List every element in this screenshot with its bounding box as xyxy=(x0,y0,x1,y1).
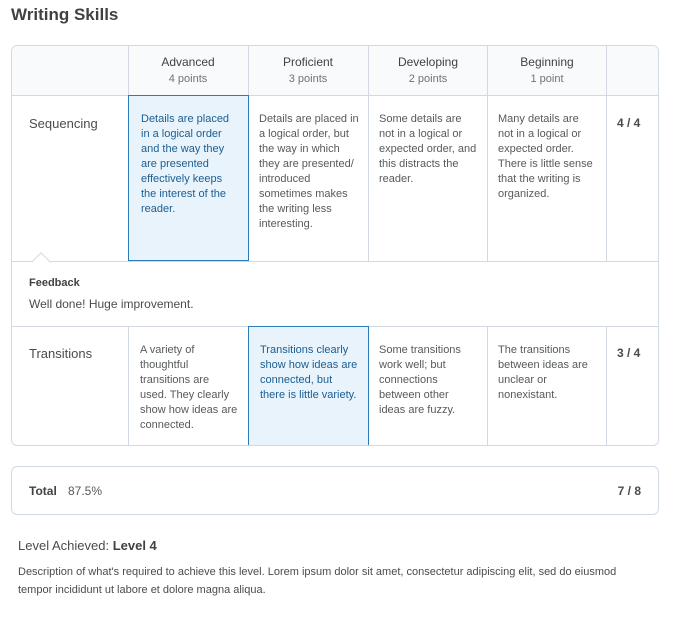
level-achieved xyxy=(18,538,157,553)
cell-transitions-developing[interactable]: Some transitions work well; but connections between other ideas are fuzzy. xyxy=(379,344,461,416)
level-achieved-value: Level 4 xyxy=(112,538,157,553)
cell-sequencing-advanced-selected[interactable] xyxy=(128,95,249,261)
criterion-score-transitions: 3 / 4 xyxy=(617,346,641,360)
cell-sequencing-developing[interactable]: Some details are not in a logical or expected order, and this distracts the reader. xyxy=(379,113,477,185)
grid-line xyxy=(368,96,369,261)
level-header-developing xyxy=(369,54,487,87)
grid-line xyxy=(606,96,607,261)
feedback-text: Well done! Huge improvement. xyxy=(29,297,194,311)
cell-sequencing-proficient[interactable]: Details are placed in a logical order, but the way in which they are presented/ introduced sometimes makes the writing less interesting. xyxy=(259,113,359,230)
criterion-name-sequencing: Sequencing xyxy=(29,116,98,131)
grid-line xyxy=(487,326,488,446)
level-points: 3 points xyxy=(288,73,328,85)
level-points: 1 point xyxy=(530,73,564,85)
level-description: Description of what's required to achieve this level. Lorem ipsum dolor sit amet, consectetur adipiscing elit, sed do eiusmod tempor incididunt ut labore et dolore magna aliqua. xyxy=(18,566,617,596)
level-header-proficient xyxy=(249,54,367,87)
level-header-beginning xyxy=(488,54,606,87)
page-title: Writing Skills xyxy=(11,5,119,24)
total-score: 7 / 8 xyxy=(617,484,641,498)
total-label: Total xyxy=(29,484,57,498)
grid-line xyxy=(12,261,658,262)
feedback-pointer xyxy=(31,252,51,272)
level-achieved-label: Level Achieved: xyxy=(18,538,110,553)
total-box xyxy=(11,466,659,515)
cell-transitions-advanced[interactable]: A variety of thoughtful transitions are used. They clearly show how ideas are connected. xyxy=(140,344,238,431)
level-name: Beginning xyxy=(520,55,574,69)
cell-transitions-proficient-selected[interactable] xyxy=(248,326,369,446)
level-header-advanced xyxy=(129,54,247,87)
level-name: Proficient xyxy=(282,55,334,69)
feedback-label: Feedback xyxy=(29,277,80,289)
level-points: 4 points xyxy=(168,73,208,85)
grid-line xyxy=(128,326,129,446)
cell-text: Transitions clearly show how ideas are connected, but there is little variety. xyxy=(260,344,358,401)
level-points: 2 points xyxy=(408,73,448,85)
grid-line xyxy=(487,96,488,261)
criterion-name-transitions: Transitions xyxy=(29,346,93,361)
grid-line xyxy=(606,326,607,446)
level-name: Advanced xyxy=(161,55,215,69)
cell-sequencing-beginning[interactable]: Many details are not in a logical or expected order. There is little sense that the writing is organized. xyxy=(498,113,593,200)
cell-transitions-beginning[interactable]: The transitions between ideas are unclear or nonexistant. xyxy=(498,344,588,401)
cell-text: Details are placed in a logical order and the way they are presented effectively keeps the interest of the reader. xyxy=(141,113,230,215)
criterion-score-sequencing: 4 / 4 xyxy=(617,116,641,130)
grid-line xyxy=(606,46,607,96)
rubric-table xyxy=(11,45,659,446)
level-name: Developing xyxy=(397,55,459,69)
total-percent: 87.5% xyxy=(68,484,103,498)
